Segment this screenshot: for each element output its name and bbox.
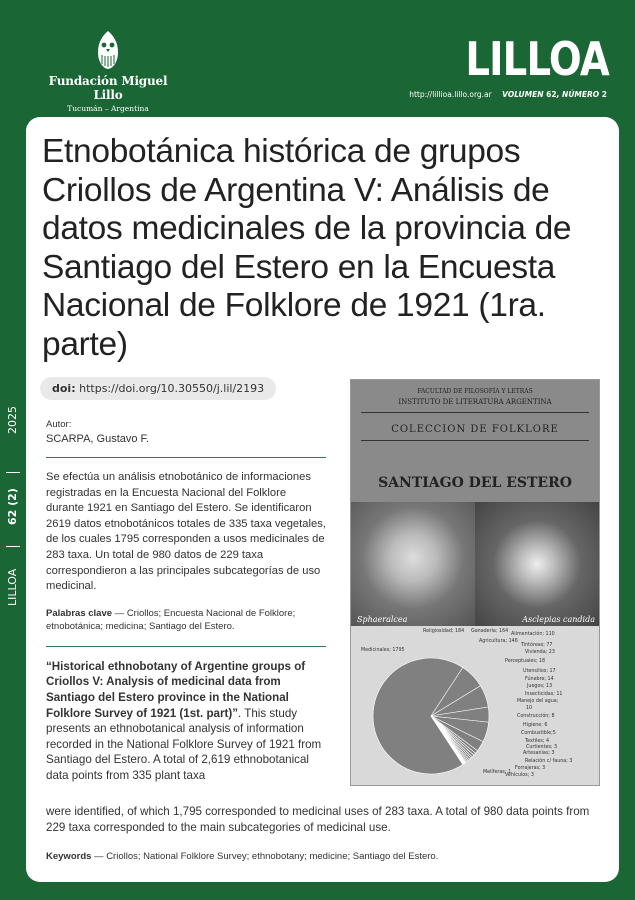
doi-label: doi:: [52, 382, 76, 395]
pie-label: Forrajeras; 3: [515, 766, 546, 771]
abstract-es: Se efectúa un análisis etnobotánico de informaciones registradas en la Encuesta Nacional del Folklore durante 1921 en Santiago del Estero. Se identificaron 2619 datos etnobotánicos totales de 335 taxa vegetales, de los cuales 1795 corresponden a usos medicinales de 283 taxa. Un total de 980 datos de 229 taxa correspondieron a las principales subcategorías de uso medicinal.: [46, 471, 326, 593]
pie-label: Fúnebre; 14: [525, 677, 554, 682]
foundation-logo: [38, 30, 178, 113]
pie-label: Melíferas; 1: [483, 770, 511, 775]
sidebar-divider: [6, 546, 20, 547]
sidebar-journal: LILLOA: [6, 568, 19, 606]
divider: [46, 646, 326, 647]
pie-label: Combustible;5: [521, 731, 556, 736]
cover-faculty: FACULTAD DE FILOSOFÍA Y LETRAS: [417, 388, 533, 395]
pie-label: Utensilios; 17: [523, 669, 556, 674]
doi-link[interactable]: https://doi.org/10.30550/j.lil/2193: [79, 382, 265, 395]
pie-label: Higiene; 6: [523, 723, 548, 728]
pie-label: Construcción; 8: [517, 714, 555, 719]
cover-figure: [350, 379, 600, 786]
divider: [46, 457, 326, 458]
header: [0, 0, 635, 118]
journal-meta: [409, 90, 607, 99]
cover-province: SANTIAGO DEL ESTERO: [378, 475, 572, 491]
abstract-en: “Historical ethnobotany of Argentine groups of Criollos V: Analysis of medicinal data from Santiago del Estero province in the National Folklore Survey of 1921 (1st. part)”. This study presents an ethnobotanical analysis of information recorded in the National Folklore Survey of 1921 from Santiago del Estero. A total of 2,619 ethnobotanical data points from 335 plant taxa: [46, 659, 322, 782]
pie-label: Curtientes; 3: [526, 745, 558, 750]
pie-label: Agricultura; 146: [479, 639, 518, 644]
pie-label: Vehículos; 3: [505, 773, 534, 778]
keywords-es: Palabras clave — Criollos; Encuesta Nacional de Folklore; etnobotánica; medicina; Santiago del Estero.: [46, 607, 296, 633]
journal-name: LILLOA: [465, 32, 609, 86]
foundation-name: Fundación Miguel Lillo: [48, 74, 168, 102]
doi-pill[interactable]: [40, 377, 276, 400]
abstract-column: [46, 419, 326, 784]
cover-rule: [361, 440, 589, 441]
pie-label: Textiles; 4: [525, 739, 550, 744]
sidebar-divider: [6, 472, 20, 473]
author-name: SCARPA, Gustavo F.: [46, 433, 150, 445]
pie-label: Ganadería; 164: [471, 629, 509, 634]
pie-label: Tintóreas; 77: [521, 643, 553, 648]
journal-url[interactable]: http://lillioa.lillo.org.ar: [409, 90, 492, 99]
article-title: Etnobotánica histórica de grupos Criollos de Argentina V: Análisis de datos medicinales de la provincia de Santiago del Estero en la Encuesta Nacional de Folklore de 1921 (1ra. parte): [42, 133, 572, 363]
pie-label: Perceptuales; 18: [505, 659, 546, 664]
pie-label: Relación c/ fauna; 3: [525, 759, 573, 764]
pie-label: Religiosidad; 184: [423, 629, 465, 634]
pie-label: Medicinales; 1795: [361, 648, 405, 653]
pie-label: Alimentación; 110: [511, 632, 555, 637]
sidebar-year: 2025: [6, 406, 19, 434]
pie-label: 10: [526, 706, 533, 711]
cover-institute: INSTITUTO DE LITERATURA ARGENTINA: [398, 398, 552, 406]
photo-caption-left: Sphaeralcea: [357, 615, 408, 624]
pie-label: Juegos; 13: [527, 684, 553, 689]
pie-label: Insecticidas; 11: [525, 692, 563, 697]
abstract-en-continued: were identified, of which 1,795 corresponded to medicinal uses of 283 taxa. A total of 980 data points from 229 taxa corresponded to the main subcategories of medicinal use.: [46, 805, 590, 834]
book-cover: [351, 380, 599, 502]
sphaeralcea-photo: [351, 502, 475, 626]
pie-label: Manejo del agua;: [517, 699, 559, 704]
author-label: Autor:: [46, 419, 72, 430]
owl-icon: [93, 30, 123, 70]
pie-label: Vivienda; 23: [525, 650, 555, 655]
title-en: “Historical ethnobotany of Argentine groups of Criollos V: Analysis of medicinal data from Santiago del Estero province in the National Folklore Survey of 1921 (1st. part)”: [46, 659, 306, 720]
volume-info: VOLUMEN 62, NÚMERO 2: [502, 90, 607, 99]
foundation-location: Tucumán – Argentina: [67, 104, 149, 113]
pie-chart-svg: [351, 626, 599, 785]
uses-pie-chart: [351, 626, 599, 785]
sidebar: [0, 380, 26, 610]
article-card: [26, 117, 619, 882]
asclepias-photo: [475, 502, 599, 626]
cover-collection: COLECCION DE FOLKLORE: [391, 424, 559, 435]
photo-caption-right: Asclepias candida: [522, 615, 595, 624]
keywords-en: Keywords — Criollos; National Folklore Survey; ethnobotany; medicine; Santiago del Estero.: [46, 851, 439, 862]
pie-label: Artesanías; 3: [523, 751, 555, 756]
sidebar-volume-issue: 62 (2): [6, 488, 19, 525]
cover-rule: [361, 412, 589, 413]
